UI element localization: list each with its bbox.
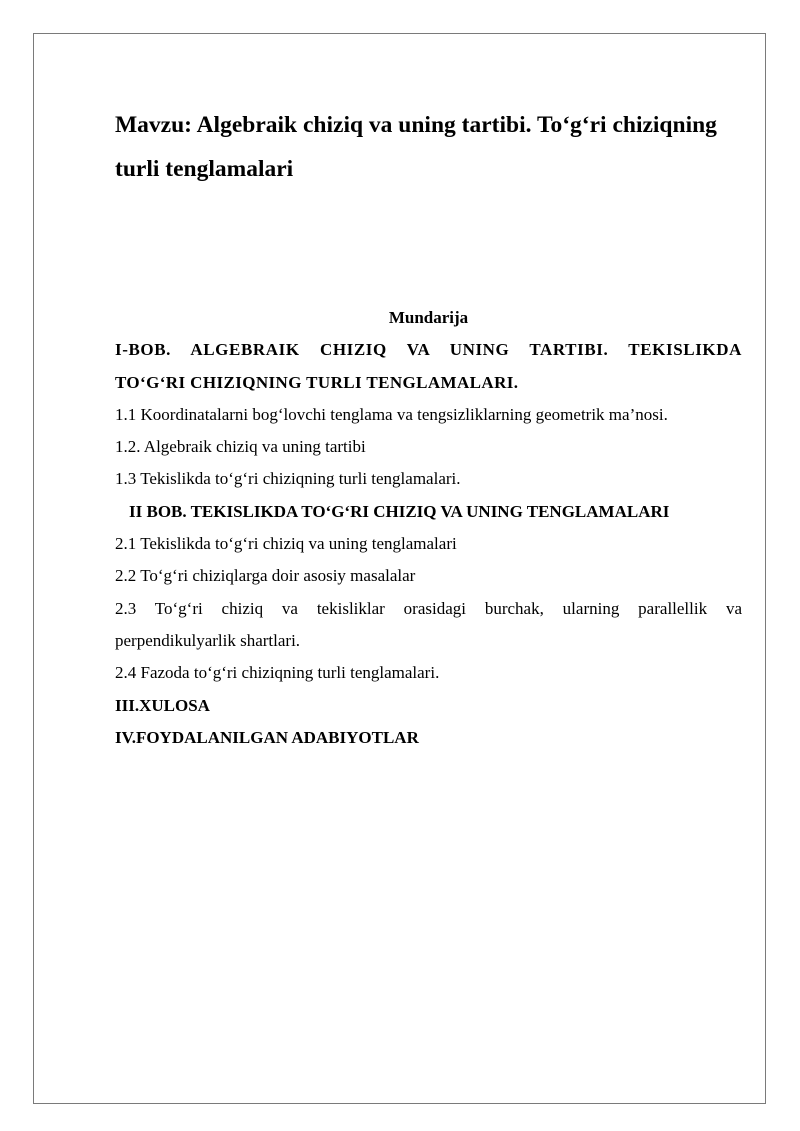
toc-heading: Mundarija <box>388 308 469 327</box>
title-line-1: Mavzu: Algebraik chiziq va uning tartibi. To‘g‘ri chiziqning <box>115 112 717 138</box>
toc-item-1-1: 1.1 Koordinatalarni bog‘lovchi tenglama va tengsizliklarning geometrik ma’nosi. <box>115 404 668 424</box>
toc-item-2-3-line-1: 2.3 To‘g‘ri chiziq va tekisliklar orasidagi burchak, ularning parallellik va <box>115 598 742 618</box>
document-title <box>115 103 747 191</box>
toc-conclusion: III.XULOSA <box>115 695 210 715</box>
toc-item-2-2: 2.2 To‘g‘ri chiziqlarga doir asosiy masalalar <box>115 566 416 586</box>
toc-item-1-3: 1.3 Tekislikda to‘g‘ri chiziqning turli tenglamalari. <box>115 469 461 489</box>
table-of-contents <box>115 302 742 754</box>
toc-chapter-2: II BOB. TEKISLIKDA TO‘G‘RI CHIZIQ VA UNING TENGLAMALARI <box>129 501 670 521</box>
toc-references: IV.FOYDALANILGAN ADABIYOTLAR <box>115 727 419 747</box>
title-line-2: turli tenglamalari <box>115 156 294 182</box>
toc-item-2-1: 2.1 Tekislikda to‘g‘ri chiziq va uning tenglamalari <box>115 534 457 554</box>
toc-chapter-1-line-1: I-BOB. ALGEBRAIK CHIZIQ VA UNING TARTIBI. TEKISLIKDA <box>115 340 742 360</box>
toc-item-2-3-line-2: perpendikulyarlik shartlari. <box>115 630 301 650</box>
toc-item-1-2: 1.2. Algebraik chiziq va uning tartibi <box>115 437 366 457</box>
toc-chapter-1-line-2: TO‘G‘RI CHIZIQNING TURLI TENGLAMALARI. <box>115 372 519 392</box>
toc-item-2-4: 2.4 Fazoda to‘g‘ri chiziqning turli tenglamalari. <box>115 663 440 683</box>
